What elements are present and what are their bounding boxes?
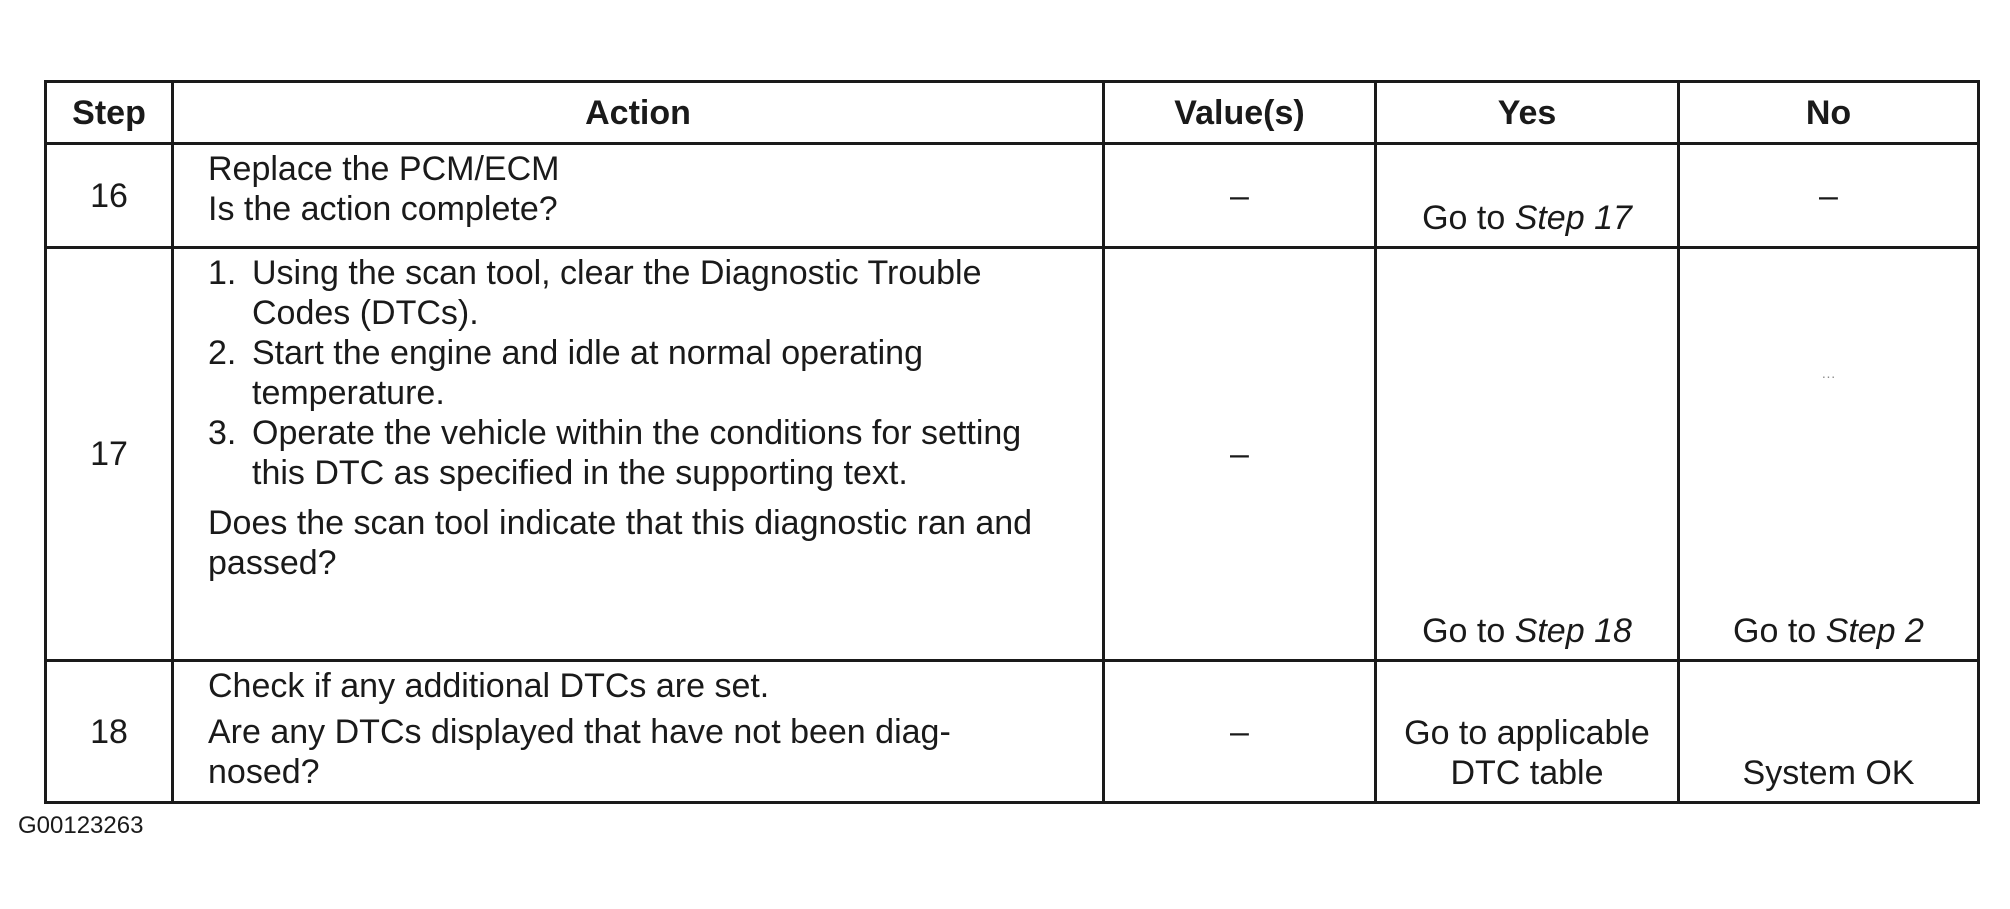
action-line: Check if any additional DTCs are set.: [208, 667, 770, 705]
value-cell: –: [1104, 144, 1376, 248]
numbered-item: [208, 413, 1062, 493]
item-text: Start the engine and idle at normal operating temperature.: [252, 334, 924, 412]
table-row: [46, 248, 1979, 661]
no-cell: System OK: [1679, 661, 1979, 803]
item-text: Using the scan tool, clear the Diagnostic Trouble Codes (DTCs).: [252, 254, 982, 332]
value-cell: –: [1104, 248, 1376, 661]
numbered-item: [208, 253, 1062, 333]
yes-cell: [1376, 144, 1679, 248]
step-number: 16: [46, 144, 173, 248]
item-number: 1.: [208, 254, 237, 292]
item-number: 2.: [208, 334, 237, 372]
header-values: Value(s): [1104, 82, 1376, 144]
header-yes: Yes: [1376, 82, 1679, 144]
yes-step-ref: Step 17: [1514, 199, 1632, 237]
item-text: Operate the vehicle within the conditions for setting this DTC as specified in the supporting text.: [252, 414, 1022, 492]
header-no: No: [1679, 82, 1979, 144]
numbered-item: [208, 333, 1062, 413]
action-question: Is the action complete?: [208, 190, 558, 228]
step-number: 18: [46, 661, 173, 803]
action-question: Are any DTCs displayed that have not been diag-nosed?: [208, 713, 951, 791]
no-prefix: Go to: [1733, 612, 1826, 650]
table-row: [46, 661, 1979, 803]
yes-prefix: Go to: [1422, 612, 1515, 650]
action-cell: [173, 144, 1104, 248]
action-line: Replace the PCM/ECM: [208, 150, 560, 188]
header-row: [46, 82, 1979, 144]
yes-step-ref: Step 18: [1514, 612, 1632, 650]
no-mark: ···: [1821, 368, 1836, 384]
header-action: Action: [173, 82, 1104, 144]
yes-cell: [1376, 248, 1679, 661]
yes-cell: Go to applicable DTC table: [1376, 661, 1679, 803]
value-cell: –: [1104, 661, 1376, 803]
diagnostic-table: [44, 80, 1980, 804]
action-cell: [173, 661, 1104, 803]
action-question: Does the scan tool indicate that this diagnostic ran and passed?: [208, 504, 1033, 582]
action-cell: [173, 248, 1104, 661]
table-row: [46, 144, 1979, 248]
item-number: 3.: [208, 414, 237, 452]
step-number: 17: [46, 248, 173, 661]
no-cell: –: [1679, 144, 1979, 248]
figure-id: G00123263: [18, 812, 144, 839]
yes-prefix: Go to: [1422, 199, 1515, 237]
header-step: Step: [46, 82, 173, 144]
no-cell: [1679, 248, 1979, 661]
no-step-ref: Step 2: [1825, 612, 1924, 650]
